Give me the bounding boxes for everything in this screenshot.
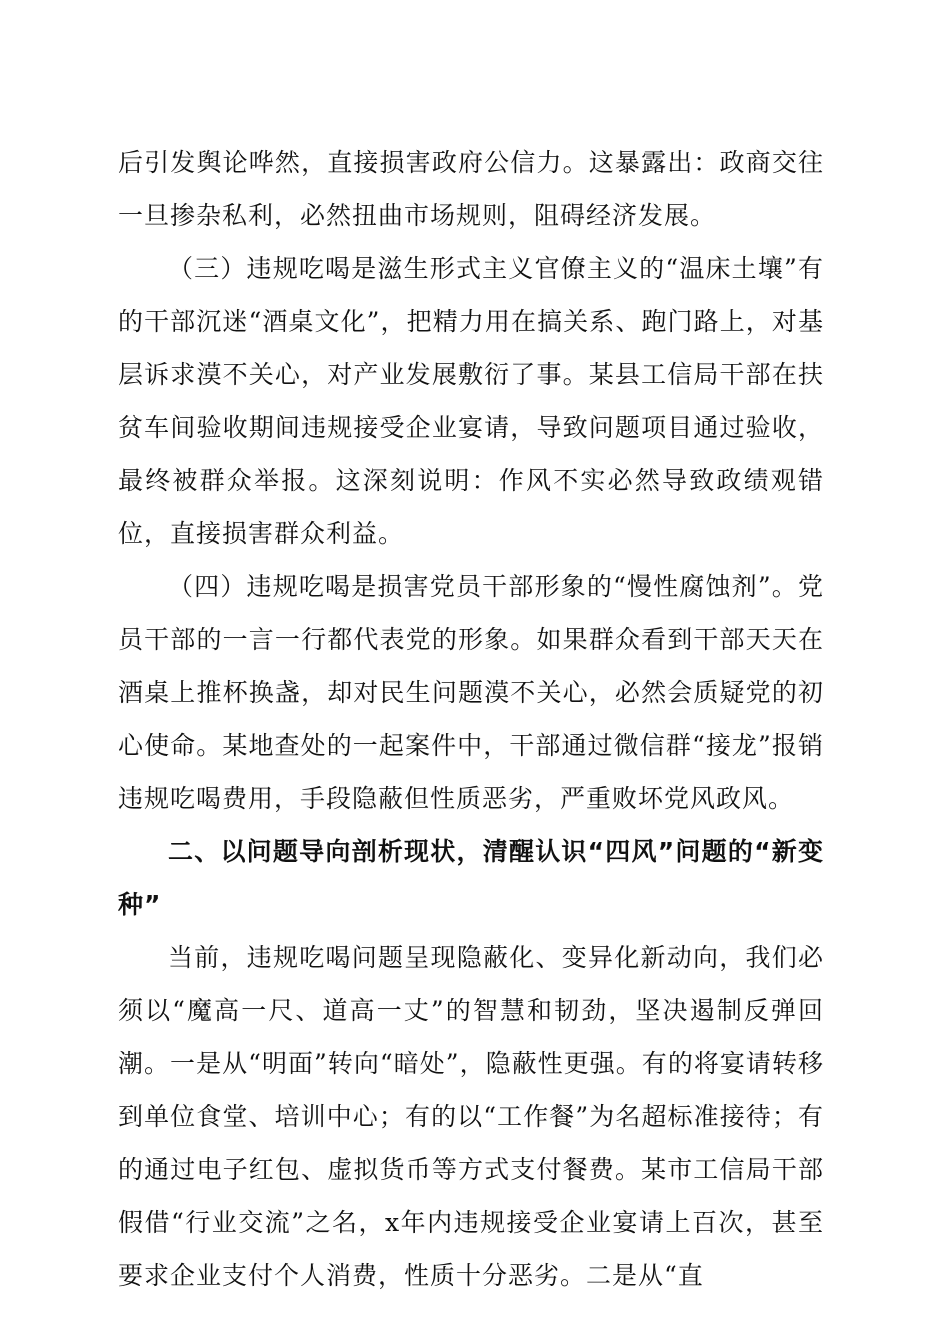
- paragraph-continuation: 后引发舆论哗然，直接损害政府公信力。这暴露出：政商交往一旦掺杂私利，必然扭曲市场规则，阻碍经济发展。: [118, 148, 824, 230]
- document-page: [118, 136, 824, 1302]
- paragraph-section-4: （四）违规吃喝是损害党员干部形象的“慢性腐蚀剂”。党员干部的一言一行都代表党的形象。如果群众看到干部天天在酒桌上推杯换盏，却对民生问题漠不关心，必然会质疑党的初心使命。某地查处的一起案件中，干部通过微信群“接龙”报销违规吃喝费用，手段隐蔽但性质恶劣，严重败坏党风政风。: [118, 572, 824, 813]
- paragraph-section-3: （三）违规吃喝是滋生形式主义官僚主义的“温床土壤”有的干部沉迷“酒桌文化”，把精力用在搞关系、跑门路上，对基层诉求漠不关心，对产业发展敷衍了事。某县工信局干部在扶贫车间验收期间违规接受企业宴请，导致问题项目通过验收，最终被群众举报。这深刻说明：作风不实必然导致政绩观错位，直接损害群众利益。: [118, 254, 824, 548]
- paragraph-current-situation: 当前，违规吃喝问题呈现隐蔽化、变异化新动向，我们必须以“魔高一尺、道高一丈”的智慧和韧劲，坚决遏制反弹回潮。一是从“明面”转向“暗处”，隐蔽性更强。有的将宴请转移到单位食堂、培训中心；有的以“工作餐”为名超标准接待；有的通过电子红包、虚拟货币等方式支付餐费。某市工信局干部假借“行业交流”之名，x年内违规接受企业宴请上百次，甚至要求企业支付个人消费，性质十分恶劣。二是从“直: [118, 943, 824, 1290]
- section-heading-2: 二、以问题导向剖析现状，清醒认识“四风”问题的“新变种”: [118, 837, 824, 919]
